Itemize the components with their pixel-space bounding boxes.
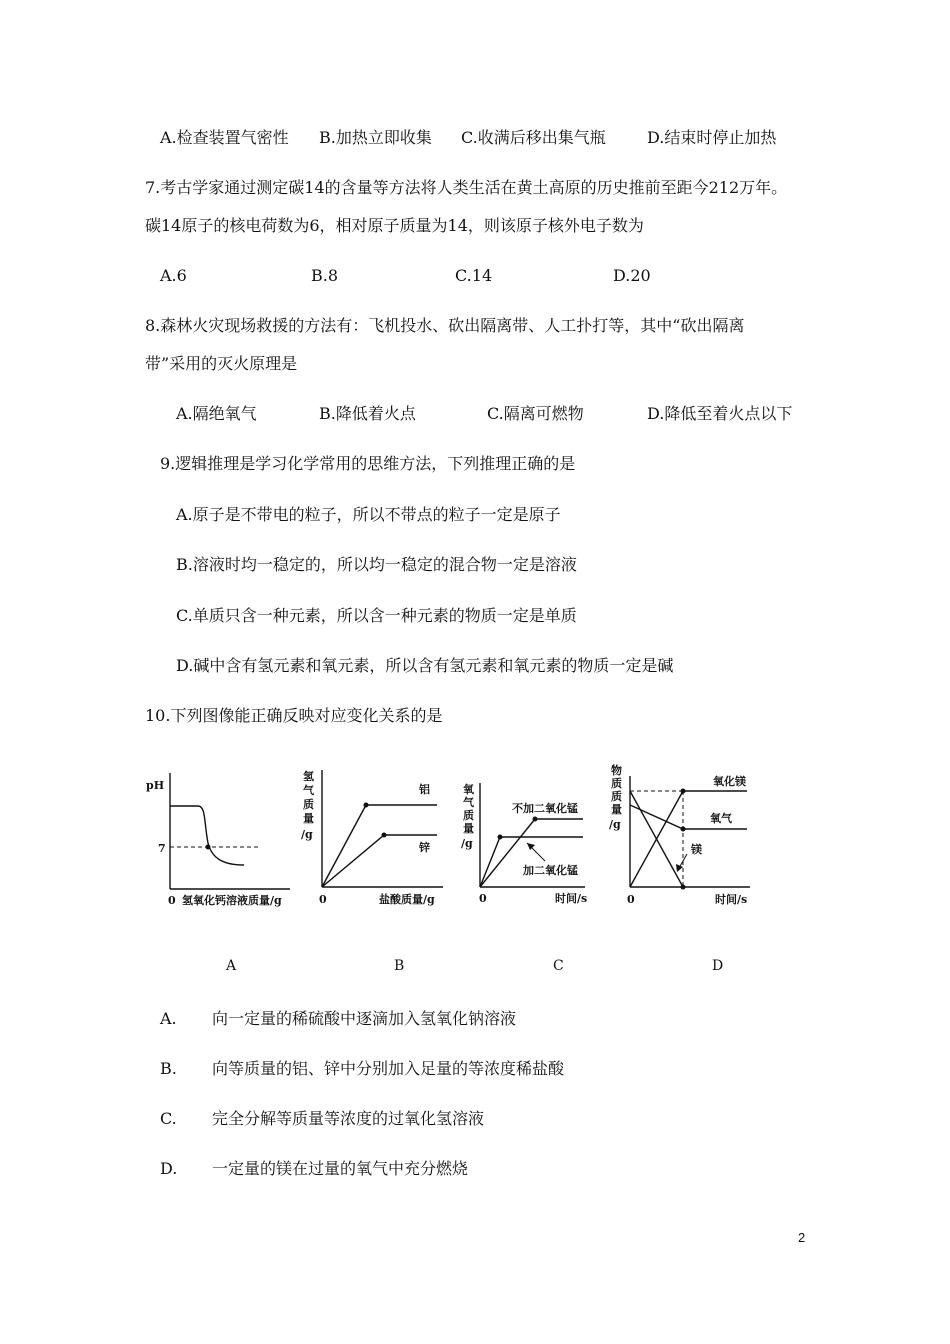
graph-d-y-label-3: 量 [611, 803, 622, 816]
q8-stem-line2: 带”采用的灭火原理是 [145, 354, 298, 373]
q8-option-d: D.降低至着火点以下 [647, 404, 793, 423]
q6-option-d: D.结束时停止加热 [647, 128, 777, 147]
q7-stem-line1: 7.考古学家通过测定碳14的含量等方法将人类生活在黄土高原的历史推前至距今212万年。 [145, 178, 788, 197]
graph-d-origin: 0 [627, 893, 635, 906]
graph-d-line3-label: 镁 [691, 843, 702, 856]
graph-a-x-label: 氢氧化钙溶液质量/g [182, 894, 282, 907]
q6-option-c: C.收满后移出集气瓶 [461, 128, 606, 147]
graph-c-line2-label: 加二氧化锰 [523, 864, 578, 877]
q10-stem: 10.下列图像能正确反映对应变化关系的是 [145, 706, 443, 725]
graph-b-y-label-4: /g [301, 828, 313, 841]
graph-d-y-label-4: /g [609, 818, 621, 831]
graph-b [295, 760, 455, 915]
graph-c-line1-label: 不加二氧化锰 [512, 802, 578, 815]
graph-d [605, 760, 780, 915]
q10-option-d-text: 一定量的镁在过量的氧气中充分燃烧 [212, 1159, 469, 1178]
graph-d-y-label-0: 物 [611, 764, 622, 777]
graph-d-line1-label: 氧化镁 [713, 775, 746, 788]
caption-d: D [712, 958, 724, 974]
graph-c-y-label-2: 质 [463, 809, 474, 822]
q10-option-a-text: 向一定量的稀硫酸中逐滴加入氢氧化钠溶液 [212, 1009, 517, 1028]
caption-b: B [394, 958, 405, 974]
q6-option-b: B.加热立即收集 [319, 128, 432, 147]
graph-c [455, 775, 605, 915]
graph-b-y-label-3: 量 [303, 812, 314, 825]
graph-d-x-label: 时间/s [715, 893, 748, 906]
graph-d-y-label-2: 质 [611, 790, 622, 803]
q9-option-b: B.溶液时均一稳定的，所以均一稳定的混合物一定是溶液 [176, 555, 577, 574]
q9-option-d: D.碱中含有氢元素和氧元素，所以含有氢元素和氧元素的物质一定是碱 [176, 656, 674, 675]
q7-option-b: B.8 [311, 266, 339, 285]
q10-option-c-letter: C. [160, 1109, 177, 1128]
graph-c-x-label: 时间/s [555, 892, 588, 905]
graph-c-y-label-3: 量 [463, 822, 474, 835]
graph-a [140, 765, 300, 915]
q8-option-b: B.降低着火点 [319, 404, 416, 423]
q8-option-c: C.隔离可燃物 [487, 404, 584, 423]
q7-stem-line2: 碳14原子的核电荷数为6，相对原子质量为14，则该原子核外电子数为 [145, 216, 644, 235]
graph-b-line1-label: 铝 [419, 783, 430, 796]
graph-b-y-label-1: 气 [303, 784, 314, 797]
q9-option-a: A.原子是不带电的粒子，所以不带点的粒子一定是原子 [176, 505, 561, 524]
graph-b-line2-label: 锌 [419, 841, 430, 854]
graph-a-y-tick: 7 [158, 842, 166, 855]
q6-option-a: A.检查装置气密性 [160, 128, 289, 147]
q8-option-a: A.隔绝氧气 [176, 404, 257, 423]
graph-c-y-label-1: 气 [463, 796, 474, 809]
q7-option-d: D.20 [613, 266, 651, 285]
q7-option-c: C.14 [455, 266, 493, 285]
q10-option-b-letter: B. [160, 1059, 177, 1078]
q8-stem-line1: 8.森林火灾现场救援的方法有：飞机投水、砍出隔离带、人工扑打等，其中“砍出隔离 [145, 316, 745, 335]
q10-option-b-text: 向等质量的铝、锌中分别加入足量的等浓度稀盐酸 [212, 1059, 565, 1078]
graph-c-origin: 0 [479, 892, 487, 905]
q9-stem: 9.逻辑推理是学习化学常用的思维方法，下列推理正确的是 [160, 454, 576, 473]
graph-a-origin: 0 [168, 894, 176, 907]
q10-option-c-text: 完全分解等质量等浓度的过氧化氢溶液 [212, 1109, 485, 1128]
q10-option-d-letter: D. [160, 1159, 178, 1178]
graph-d-line2-label: 氧气 [710, 812, 732, 825]
q10-option-a-letter: A. [160, 1009, 177, 1028]
graph-d-y-label-1: 质 [611, 777, 622, 790]
graph-a-y-label: pH [146, 779, 165, 792]
q9-option-c: C.单质只含一种元素，所以含一种元素的物质一定是单质 [176, 606, 577, 625]
q7-option-a: A.6 [160, 266, 187, 285]
graph-b-y-label-2: 质 [303, 798, 314, 811]
page-number: 2 [798, 1230, 806, 1245]
graph-b-y-label-0: 氢 [303, 770, 314, 783]
graph-c-y-label-0: 氧 [463, 783, 474, 796]
caption-c: C [553, 958, 564, 974]
graph-b-x-label: 盐酸质量/g [379, 893, 435, 906]
graph-b-origin: 0 [319, 893, 327, 906]
caption-a: A [226, 958, 237, 974]
graph-c-y-label-4: /g [461, 837, 473, 850]
